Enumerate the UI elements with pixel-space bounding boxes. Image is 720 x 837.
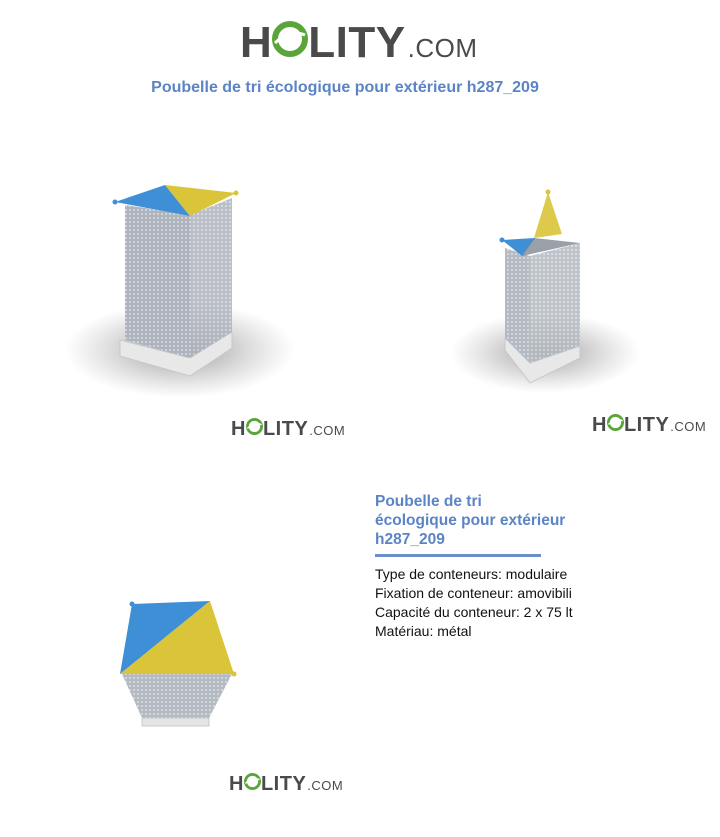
bin-side-left	[125, 205, 190, 358]
product-image-open	[450, 188, 650, 393]
logo-main[interactable]	[240, 18, 478, 68]
title-divider	[375, 554, 541, 557]
logo-image-3[interactable]: H LITY .COM	[229, 773, 344, 795]
swoosh-o-icon	[272, 21, 308, 57]
swoosh-o-icon	[246, 418, 263, 435]
product-image-closed	[60, 180, 300, 405]
spec-item: Type de conteneurs: modulaire	[375, 566, 568, 582]
bin-side-right	[530, 243, 580, 363]
product-title-line: h287_209	[375, 531, 445, 548]
spec-list	[375, 565, 573, 641]
swoosh-o-icon	[244, 773, 261, 790]
bin-side-right	[190, 198, 232, 358]
product-image-top	[112, 596, 242, 731]
product-title-line: Poubelle de tri	[375, 493, 482, 510]
bin-body	[122, 674, 232, 718]
swoosh-o-icon	[607, 414, 624, 431]
product-title	[375, 492, 595, 549]
logo-prefix: H	[240, 18, 273, 67]
spec-item: Capacité du conteneur: 2 x 75 lt	[375, 604, 573, 620]
logo-image-2[interactable]: H LITY .COM	[592, 414, 707, 436]
product-title-line: écologique pour extérieur	[375, 512, 566, 529]
logo-image-1[interactable]: H LITY .COM	[231, 418, 346, 440]
logo-domain: .COM	[407, 33, 478, 63]
lid-yellow-open	[534, 192, 562, 238]
page-title: Poubelle de tri écologique pour extérieur h287_209	[151, 79, 539, 96]
logo-suffix: LITY	[308, 18, 406, 67]
spec-item: Fixation de conteneur: amovibili	[375, 585, 572, 601]
spec-item: Matériau: métal	[375, 623, 472, 639]
